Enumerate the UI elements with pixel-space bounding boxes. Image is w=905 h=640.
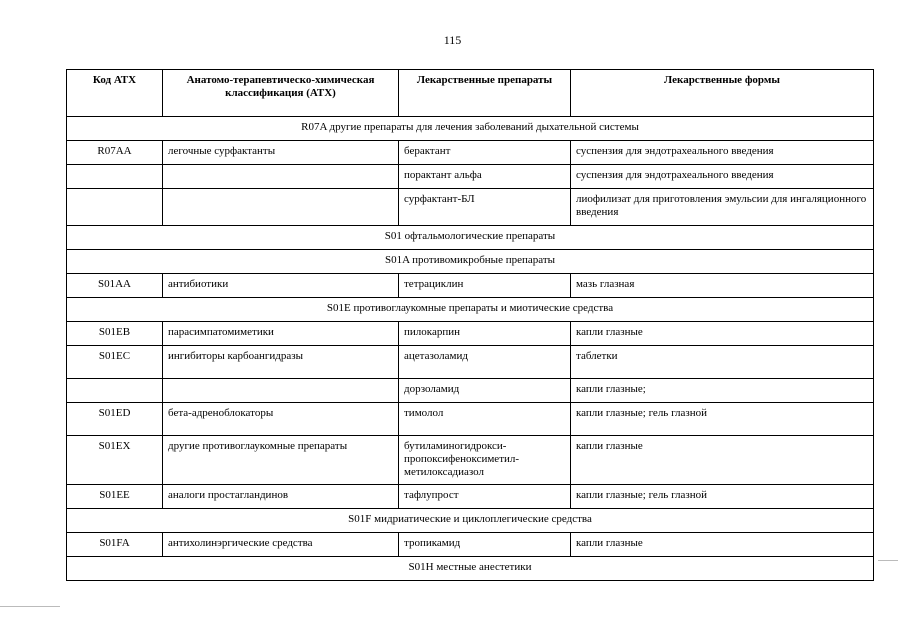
classification-cell: аналоги простагландинов	[163, 485, 399, 509]
section-title: R07A другие препараты для лечения заболеваний дыхательной системы	[67, 117, 874, 141]
section-title: S01A противомикробные препараты	[67, 250, 874, 274]
classification-cell: ингибиторы карбоангидразы	[163, 346, 399, 379]
table-row	[67, 322, 874, 346]
atx-code-cell: S01EB	[67, 322, 163, 346]
table-row	[67, 403, 874, 436]
table-row	[67, 533, 874, 557]
classification-cell	[163, 189, 399, 226]
classification-cell: другие противоглаукомные препараты	[163, 436, 399, 485]
classification-cell: антибиотики	[163, 274, 399, 298]
section-row	[67, 226, 874, 250]
drug-cell: бутиламиногидрокси-пропоксифеноксиметил-метилоксадиазол	[399, 436, 571, 485]
atx-code-cell: S01EE	[67, 485, 163, 509]
form-cell: лиофилизат для приготовления эмульсии для ингаляционного введения	[571, 189, 874, 226]
form-cell: капли глазные	[571, 533, 874, 557]
form-cell: капли глазные; гель глазной	[571, 485, 874, 509]
section-row	[67, 509, 874, 533]
atx-code-cell	[67, 379, 163, 403]
form-cell: капли глазные; гель глазной	[571, 403, 874, 436]
table-row	[67, 141, 874, 165]
atx-code-cell: S01AA	[67, 274, 163, 298]
drug-cell: сурфактант-БЛ	[399, 189, 571, 226]
section-title: S01E противоглаукомные препараты и миотические средства	[67, 298, 874, 322]
section-title: S01F мидриатические и циклоплегические средства	[67, 509, 874, 533]
drug-cell: берактант	[399, 141, 571, 165]
table-row	[67, 379, 874, 403]
atx-code-cell: S01EC	[67, 346, 163, 379]
header-classification: Анатомо-терапевтическо-химическая классификация (АТХ)	[163, 70, 399, 117]
header-drugs: Лекарственные препараты	[399, 70, 571, 117]
atx-drug-table	[66, 69, 874, 581]
table-header-row	[67, 70, 874, 117]
atx-code-cell: S01ED	[67, 403, 163, 436]
form-cell: суспензия для эндотрахеального введения	[571, 165, 874, 189]
table-row	[67, 346, 874, 379]
atx-code-cell	[67, 189, 163, 226]
classification-cell	[163, 379, 399, 403]
drug-cell: тетрациклин	[399, 274, 571, 298]
section-row	[67, 298, 874, 322]
drug-cell: ацетазоламид	[399, 346, 571, 379]
classification-cell	[163, 165, 399, 189]
table-row	[67, 165, 874, 189]
atx-code-cell	[67, 165, 163, 189]
table-row	[67, 189, 874, 226]
form-cell: капли глазные;	[571, 379, 874, 403]
drug-cell: порактант альфа	[399, 165, 571, 189]
table-row	[67, 436, 874, 485]
form-cell: капли глазные	[571, 436, 874, 485]
section-title: S01H местные анестетики	[67, 557, 874, 581]
form-cell: мазь глазная	[571, 274, 874, 298]
section-row	[67, 557, 874, 581]
header-forms: Лекарственные формы	[571, 70, 874, 117]
classification-cell: бета-адреноблокаторы	[163, 403, 399, 436]
drug-cell: пилокарпин	[399, 322, 571, 346]
atx-code-cell: R07AA	[67, 141, 163, 165]
form-cell: капли глазные	[571, 322, 874, 346]
drug-cell: тропикамид	[399, 533, 571, 557]
header-code: Код АТХ	[67, 70, 163, 117]
page-number: 115	[443, 33, 462, 47]
atx-code-cell: S01FA	[67, 533, 163, 557]
classification-cell: парасимпатомиметики	[163, 322, 399, 346]
table-row	[67, 274, 874, 298]
classification-cell: антихолинэргические средства	[163, 533, 399, 557]
classification-cell: легочные сурфактанты	[163, 141, 399, 165]
table-row	[67, 485, 874, 509]
atx-code-cell: S01EX	[67, 436, 163, 485]
form-cell: таблетки	[571, 346, 874, 379]
drug-cell: тафлупрост	[399, 485, 571, 509]
section-row	[67, 250, 874, 274]
drug-cell: дорзоламид	[399, 379, 571, 403]
form-cell: суспензия для эндотрахеального введения	[571, 141, 874, 165]
section-title: S01 офтальмологические препараты	[67, 226, 874, 250]
section-row	[67, 117, 874, 141]
drug-cell: тимолол	[399, 403, 571, 436]
scan-artifact	[878, 560, 898, 561]
scan-artifact	[0, 606, 60, 607]
